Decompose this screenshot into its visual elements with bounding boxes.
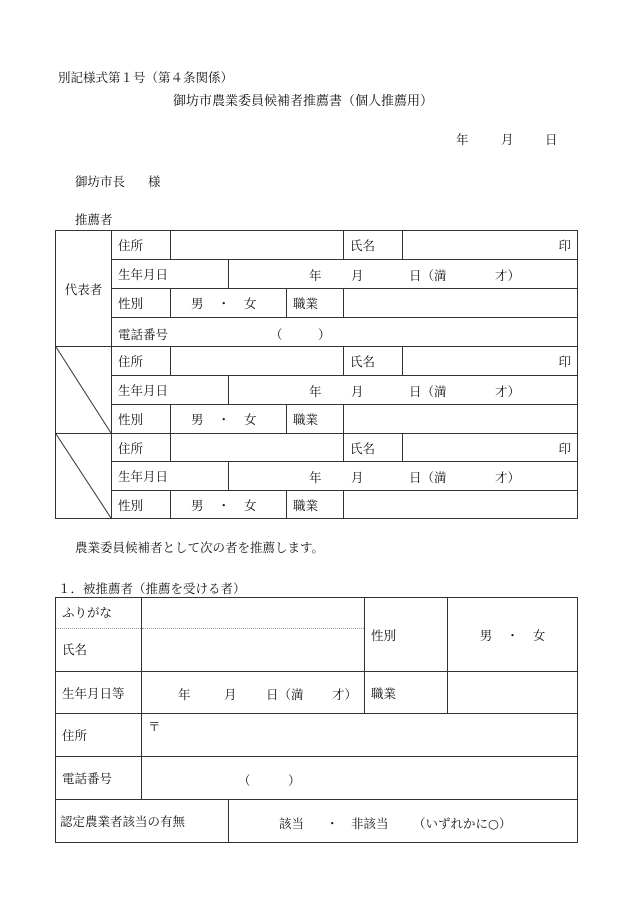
rep-gender-field[interactable]: 男 ・ 女 xyxy=(171,289,287,318)
rec2-gender-row xyxy=(56,405,578,434)
rep-gender-row xyxy=(56,289,578,318)
nominee-occupation-label: 職業 xyxy=(365,672,448,714)
rec3-blank-cell xyxy=(56,434,112,519)
furigana-field[interactable] xyxy=(142,598,364,628)
rep-birthdate-row xyxy=(56,260,578,289)
rec2-birthdate-row xyxy=(56,376,578,405)
rec2-address-row xyxy=(56,347,578,376)
nominee-name-row xyxy=(56,598,578,672)
rec3-address-label: 住所 xyxy=(112,434,171,462)
rec3-occupation-label: 職業 xyxy=(287,491,344,519)
rep-birthdate-field[interactable]: 年 月 日（満 才） xyxy=(229,260,578,289)
circle-note: （いずれかに○） xyxy=(413,816,512,831)
rec2-gender-label: 性別 xyxy=(112,405,171,434)
rec3-birthdate-row xyxy=(56,462,578,491)
date-day-label: 日 xyxy=(545,132,558,147)
rep-name-label: 氏名 xyxy=(344,231,403,260)
nominee-address-row xyxy=(56,714,578,757)
nominee-phone-row xyxy=(56,757,578,800)
rec3-gender-label: 性別 xyxy=(112,491,171,519)
rep-occupation-label: 職業 xyxy=(287,289,344,318)
rec3-name-label: 氏名 xyxy=(344,434,403,462)
rep-birthdate-label: 生年月日 xyxy=(112,260,229,289)
rec2-birthdate-label: 生年月日 xyxy=(112,376,229,405)
furigana-label: ふりがな xyxy=(62,605,113,620)
applicable-option[interactable]: 該当 xyxy=(279,816,305,831)
rec3-name-field[interactable] xyxy=(403,434,578,462)
nominee-occupation-field[interactable] xyxy=(448,672,578,714)
addressee-suffix: 様 xyxy=(148,174,161,189)
rec3-occupation-field[interactable] xyxy=(344,491,578,519)
date-year-label: 年 xyxy=(456,132,469,147)
representative-label: 代表者 xyxy=(56,231,112,347)
page-title: 御坊市農業委員候補者推薦書（個人推薦用） xyxy=(173,94,434,109)
diagonal-line xyxy=(56,347,111,433)
nominee-phone-label: 電話番号 xyxy=(56,757,142,800)
rep-phone-row xyxy=(56,318,578,347)
form-number: 別記様式第１号（第４条関係） xyxy=(58,70,234,85)
rep-name-field[interactable] xyxy=(403,231,578,260)
rep-gender-label: 性別 xyxy=(112,289,171,318)
nominee-address-label: 住所 xyxy=(56,714,142,757)
nominee-name-label: 氏名 xyxy=(56,628,141,671)
nominee-birthdate-row xyxy=(56,672,578,714)
rec3-gender-row xyxy=(56,491,578,519)
nominee-gender-label: 性別 xyxy=(365,598,448,672)
certified-farmer-field[interactable]: 該当 ・ 非該当 （いずれかに○） xyxy=(229,800,578,843)
rec2-address-label: 住所 xyxy=(112,347,171,376)
rep-occupation-field[interactable] xyxy=(344,289,578,318)
rep-address-field[interactable] xyxy=(171,231,344,260)
recommenders-table xyxy=(55,230,578,519)
nominee-name-field[interactable] xyxy=(142,628,364,671)
rec3-birthdate-label: 生年月日 xyxy=(112,462,229,491)
addressee: 御坊市長 xyxy=(75,174,126,189)
recommendation-statement: 農業委員候補者として次の者を推薦します。 xyxy=(75,540,325,555)
nominee-birthdate-label: 生年月日等 xyxy=(56,672,142,714)
certified-farmer-label: 認定農業者該当の有無 xyxy=(56,800,229,843)
date-month-label: 月 xyxy=(501,132,514,147)
rec2-gender-field[interactable]: 男 ・ 女 xyxy=(171,405,287,434)
nominee-name-label-cell xyxy=(56,598,142,672)
rec3-seal-mark: 印 xyxy=(558,440,572,456)
nominee-table xyxy=(55,597,578,843)
rec3-gender-field[interactable]: 男 ・ 女 xyxy=(171,491,287,519)
rec3-birthdate-field[interactable]: 年 月 日（満 才） xyxy=(229,462,578,491)
rec2-blank-cell xyxy=(56,347,112,434)
rep-address-row xyxy=(56,231,578,260)
rec2-address-field[interactable] xyxy=(171,347,344,376)
rec3-address-row xyxy=(56,434,578,462)
nominee-address-field[interactable] xyxy=(142,714,578,757)
rep-phone-field[interactable]: 電話番号 （ ） xyxy=(112,318,578,347)
recommenders-heading: 推薦者 xyxy=(75,212,113,227)
rec2-occupation-field[interactable] xyxy=(344,405,578,434)
nominee-heading: １．被推薦者（推薦を受ける者） xyxy=(58,581,246,596)
nominee-birthdate-field[interactable]: 年 月 日（満 才） xyxy=(142,672,365,714)
rec2-name-label: 氏名 xyxy=(344,347,403,376)
nominee-name-field-cell xyxy=(142,598,365,672)
rec2-seal-mark: 印 xyxy=(558,354,572,369)
nominee-gender-field[interactable]: 男 ・ 女 xyxy=(448,598,578,672)
certified-farmer-row xyxy=(56,800,578,843)
diagonal-line xyxy=(56,434,111,518)
postal-mark: 〒 xyxy=(148,719,161,734)
rec2-name-field[interactable] xyxy=(403,347,578,376)
rep-address-label: 住所 xyxy=(112,231,171,260)
not-applicable-option[interactable]: 非該当 xyxy=(351,816,389,831)
nominee-phone-field[interactable]: （ ） xyxy=(142,757,578,800)
rep-seal-mark: 印 xyxy=(558,238,572,253)
rec2-occupation-label: 職業 xyxy=(287,405,344,434)
rep-phone-label: 電話番号 xyxy=(118,327,169,342)
rec2-birthdate-field[interactable]: 年 月 日（満 才） xyxy=(229,376,578,405)
rec3-address-field[interactable] xyxy=(171,434,344,462)
